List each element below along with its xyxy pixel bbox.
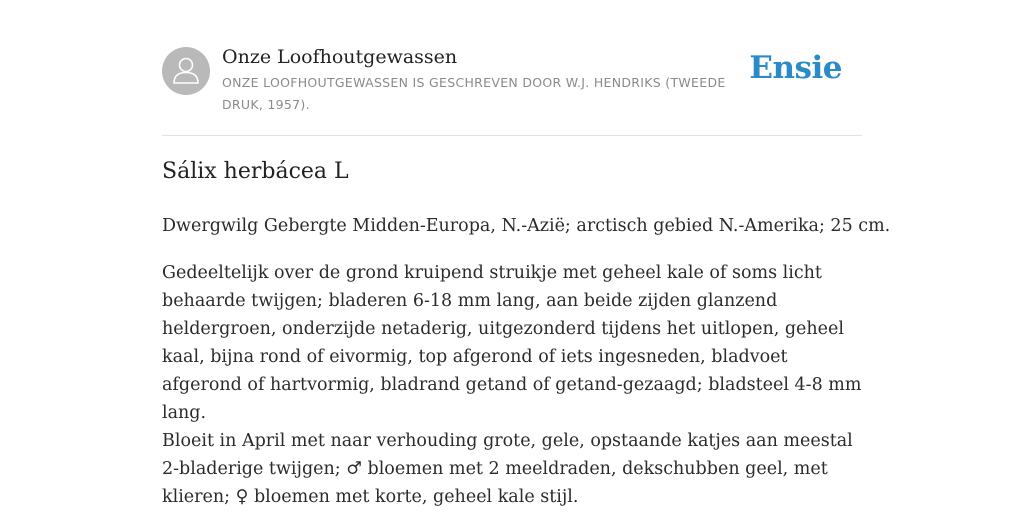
source-title[interactable]: Onze Loofhoutgewassen [222, 46, 458, 68]
brand-logo[interactable]: Ensie [749, 50, 842, 86]
avatar [162, 47, 210, 95]
source-description: ONZE LOOFHOUTGEWASSEN IS GESCHREVEN DOOR W.J. HENDRIKS (TWEEDE DRUK, 1957). [222, 75, 726, 112]
entry-title: Sálix herbácea L [162, 159, 349, 184]
header-divider [162, 135, 862, 136]
entry-paragraph-3: Bloeit in April met naar verhouding grote, gele, opstaande katjes aan meestal 2-bladerige twijgen; ♂ bloemen met 2 meeldraden, dekschubben geel, met klieren; ♀ bloemen met korte, geheel kale stijl. [162, 431, 853, 507]
user-silhouette-icon [162, 47, 210, 95]
entry-paragraph-1: Dwergwilg Gebergte Midden-Europa, N.-Azië; arctisch gebied N.-Amerika; 25 cm. [162, 216, 891, 236]
entry-paragraph-2: Gedeeltelijk over de grond kruipend struikje met geheel kale of soms licht behaarde twijgen; bladeren 6-18 mm lang, aan beide zijden glanzend heldergroen, onderzijde netaderig, uitgezonderd tijdens het uitlopen, geheel kaal, bijna rond of eivormig, top afgerond of iets ingesneden, bladvoet afgerond of hartvormig, bladrand getand of getand-gezaagd; bladsteel 4-8 mm lang. [162, 263, 862, 423]
source-header [162, 46, 862, 116]
